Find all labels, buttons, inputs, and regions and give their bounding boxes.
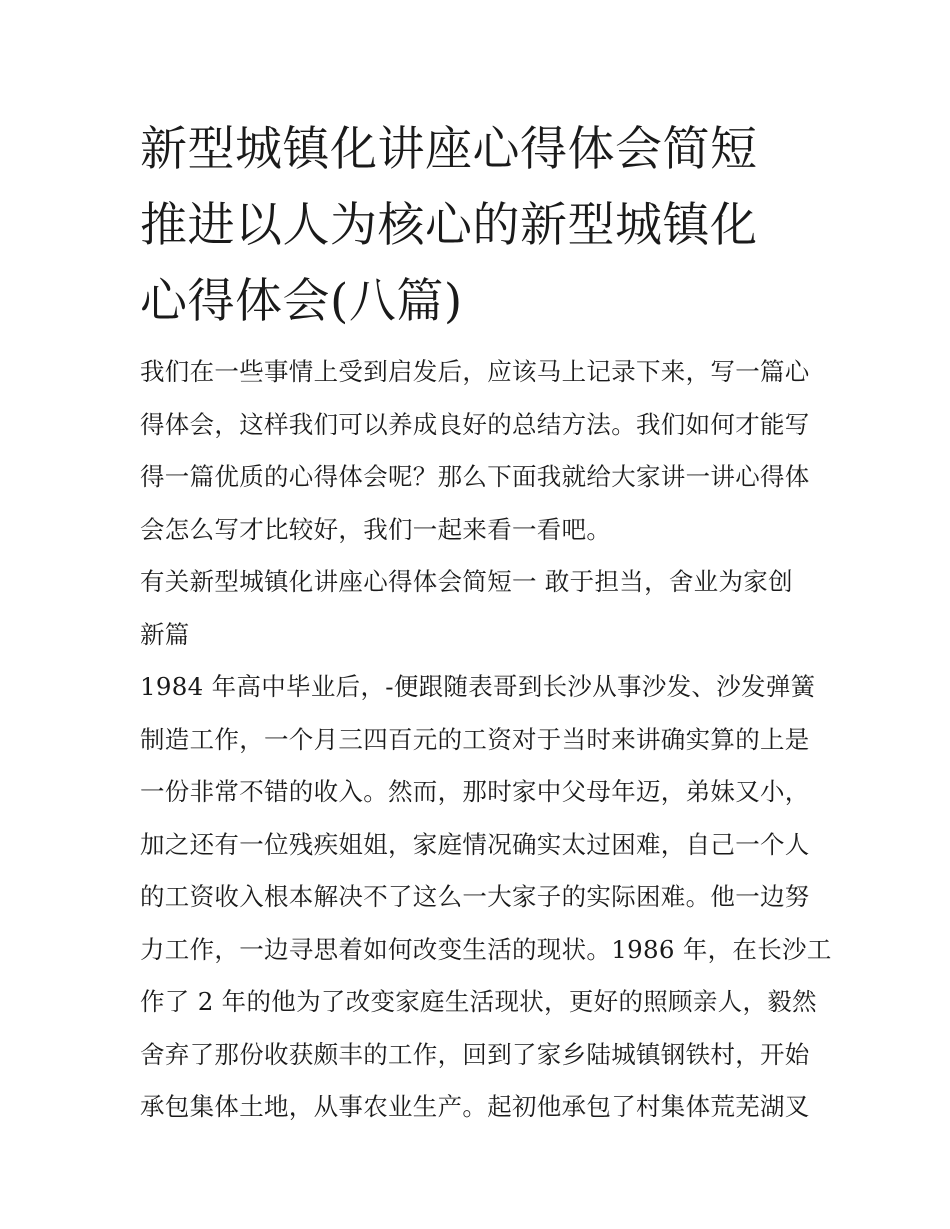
text-line: 作了 2 年的他为了改变家庭生活现状，更好的照顾亲人，毅然: [140, 987, 817, 1016]
text-line: 的工资收入根本解决不了这么一大家子的实际困难。他一边努: [140, 882, 810, 911]
intro-paragraph: [140, 346, 812, 556]
text-line: 新篇: [140, 619, 190, 649]
text-line: 得一篇优质的心得体会呢？那么下面我就给大家讲一讲心得体: [140, 462, 810, 491]
text-line: 力工作，一边寻思着如何改变生活的现状。1986 年，在长沙工: [140, 934, 832, 964]
text-line: 有关新型城镇化讲座心得体会简短一 敢于担当，舍业为家创: [140, 567, 793, 596]
document-page: [140, 112, 832, 1134]
document-title: [140, 112, 812, 340]
text-line: 制造工作，一个月三四百元的工资对于当时来讲确实算的上是: [140, 724, 810, 754]
section-heading: [140, 556, 812, 661]
text-line: 加之还有一位残疾姐姐，家庭情况确实太过困难，自己一个人: [140, 829, 810, 859]
text-line: 我们在一些事情上受到启发后，应该马上记录下来，写一篇心: [140, 357, 810, 386]
text-line: 会怎么写才比较好，我们一起来看一看吧。: [140, 514, 612, 544]
title-line: 推进以人为核心的新型城镇化: [140, 198, 758, 253]
body-paragraph: [140, 661, 832, 1134]
text-line: 舍弃了那份收获颇丰的工作，回到了家乡陆城镇钢铁村，开始: [140, 1039, 810, 1069]
title-line: 新型城镇化讲座心得体会简短: [140, 122, 758, 177]
text-line: 得体会，这样我们可以养成良好的总结方法。我们如何才能写: [140, 409, 810, 439]
text-line: 1984 年高中毕业后，-便跟随表哥到长沙从事沙发、沙发弹簧: [140, 672, 816, 701]
text-line: 承包集体土地，从事农业生产。起初他承包了村集体荒芜湖叉: [140, 1092, 810, 1121]
text-line: 一份非常不错的收入。然而，那时家中父母年迈，弟妹又小，: [140, 777, 810, 806]
document-body: [140, 346, 832, 1134]
title-line: 心得体会(八篇): [140, 274, 463, 329]
